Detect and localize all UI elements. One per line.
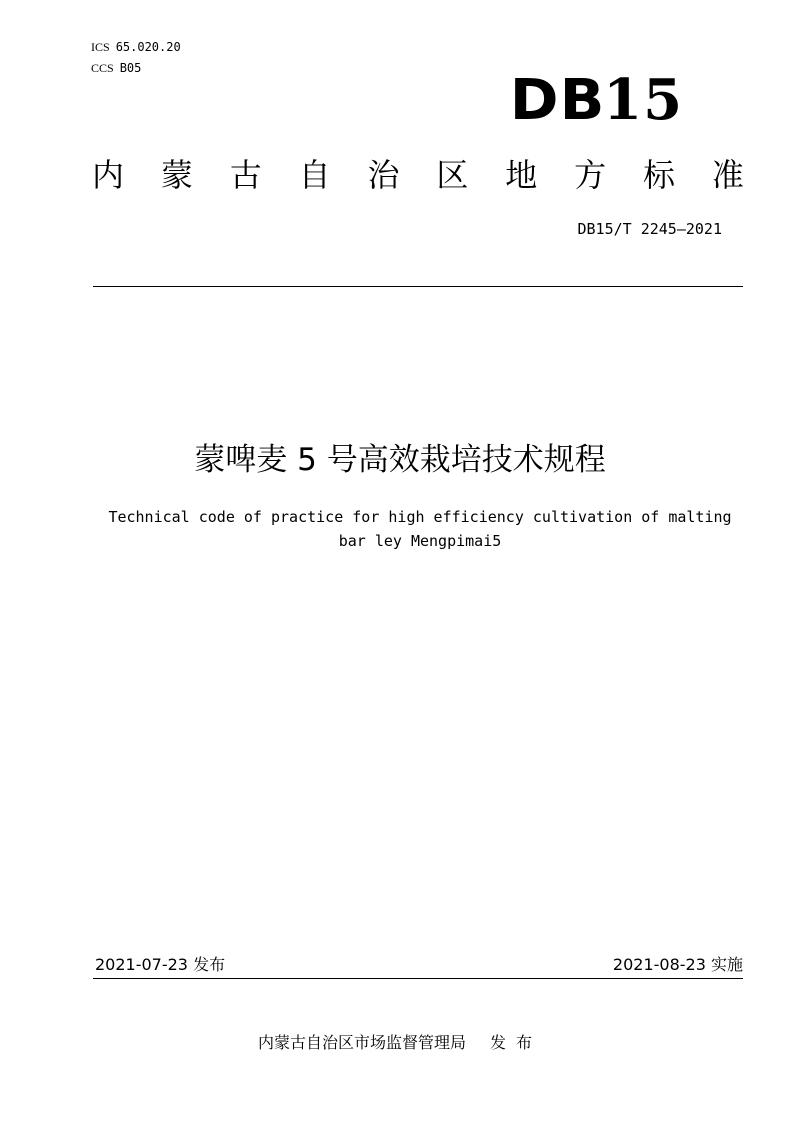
ics-value: 65.020.20 xyxy=(115,40,181,54)
ccs-code xyxy=(91,61,141,75)
logo-db: DB xyxy=(509,68,606,133)
publisher-line xyxy=(0,1032,800,1054)
title-english-line1: Technical code of practice for high efficiency cultivation of malting xyxy=(108,508,732,526)
ccs-value: B05 xyxy=(119,61,142,75)
ccs-label: CCS xyxy=(91,61,114,75)
implement-date: 2021-08-23 实施 xyxy=(612,955,743,974)
standard-type-char: 区 xyxy=(436,156,469,194)
standard-type-char: 古 xyxy=(229,156,262,194)
publisher-name: 内蒙古自治区市场监督管理局 xyxy=(257,1033,466,1052)
ics-label: ICS xyxy=(91,40,110,54)
publisher-issue: 发布 xyxy=(490,1033,543,1052)
standard-type-char: 蒙 xyxy=(160,156,193,194)
standard-type-char: 地 xyxy=(505,156,538,194)
standard-type-char: 内 xyxy=(91,156,124,194)
ics-code xyxy=(91,40,181,54)
standard-type-char: 自 xyxy=(298,156,331,194)
bottom-divider xyxy=(93,978,743,979)
standard-type-heading xyxy=(88,150,748,200)
title-english-line2: bar ley Mengpimai5 xyxy=(338,532,502,550)
standard-type-char: 准 xyxy=(711,156,744,194)
publish-date: 2021-07-23 发布 xyxy=(95,955,226,974)
title-english xyxy=(80,505,760,553)
db15-logo xyxy=(509,67,684,133)
standard-type-char: 治 xyxy=(367,156,400,194)
standard-type-char: 方 xyxy=(574,156,607,194)
top-divider xyxy=(93,286,743,287)
logo-number: 15 xyxy=(603,67,684,133)
standard-number: DB15/T 2245—2021 xyxy=(577,220,722,238)
standard-type-char: 标 xyxy=(642,156,675,194)
title-chinese: 蒙啤麦 5 号高效栽培技术规程 xyxy=(194,442,606,478)
